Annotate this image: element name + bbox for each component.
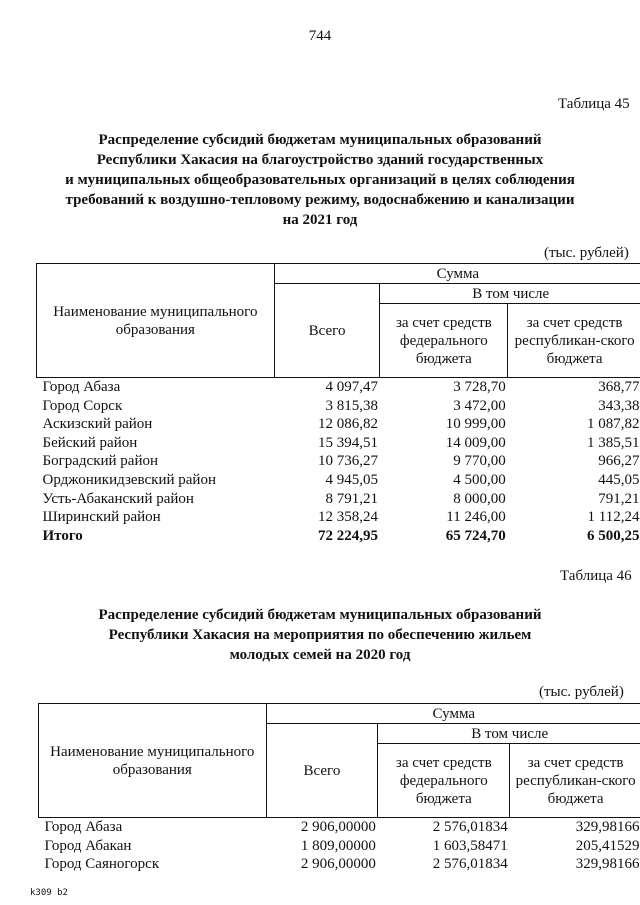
footer-code: k309 b2 xyxy=(30,888,68,898)
table-row: Город Абаза 4 097,47 3 728,70 368,77 xyxy=(42,379,640,395)
table-row: Бейский район 15 394,51 14 009,00 1 385,51 xyxy=(42,434,640,451)
table-45-title: Распределение субсидий бюджетам муниципальных образований Республики Хакасия на благоустройство зданий государственных и муниципальных общеобразовательных организаций в целях соблюдения требований к воздушно-тепловому режиму, водоснабжению и канализации на 2021 год xyxy=(65,132,575,228)
table-row: Орджоникидзевский район 4 945,05 4 500,00 445,05 xyxy=(42,471,640,488)
table-row: Город Абакан 1 809,00000 1 603,58471 205,41529 xyxy=(44,837,640,854)
table-46-title: Распределение субсидий бюджетам муниципальных образований Республики Хакасия на мероприятия по обеспечению жильем молодых семей на 2020 год xyxy=(98,607,542,663)
table-row: Боградский район 10 736,27 9 770,00 966,27 xyxy=(42,453,640,470)
header-republic: за счет средств республикан-ского бюджета xyxy=(508,304,640,378)
header-sum: Сумма xyxy=(266,704,640,724)
table-row: Ширинский район 12 358,24 11 246,00 1 112,24 xyxy=(42,509,640,526)
table-46 xyxy=(38,703,640,874)
table-45 xyxy=(36,263,640,545)
total-row: Итого 72 224,95 65 724,70 6 500,25 xyxy=(42,527,640,544)
header-republic: за счет средств республикан-ского бюджета xyxy=(510,744,640,818)
header-total: Всего xyxy=(274,284,380,378)
header-name: Наименование муниципального образования xyxy=(37,264,275,378)
header-incl: В том числе xyxy=(378,724,640,744)
header-incl: В том числе xyxy=(380,284,640,304)
header-name: Наименование муниципального образования xyxy=(39,704,267,818)
table-row: Город Абаза 2 906,00000 2 576,01834 329,98166 xyxy=(44,819,640,835)
header-total: Всего xyxy=(266,724,378,818)
header-federal: за счет средств федерального бюджета xyxy=(380,304,508,378)
page-number: 744 xyxy=(308,28,332,44)
header-sum: Сумма xyxy=(274,264,640,284)
table-46-body xyxy=(39,818,640,874)
table-row: Усть-Абаканский район 8 791,21 8 000,00 791,21 xyxy=(42,490,640,507)
table-46-unit: (тыс. рублей) xyxy=(539,684,624,700)
table-row: Город Сорск 3 815,38 3 472,00 343,38 xyxy=(42,397,640,414)
table-45-body xyxy=(37,378,640,546)
table-row: Аскизский район 12 086,82 10 999,00 1 087,82 xyxy=(42,416,640,433)
table-46-label: Таблица 46 xyxy=(560,568,632,584)
table-45-unit: (тыс. рублей) xyxy=(544,245,629,261)
table-row: Город Саяногорск 2 906,00000 2 576,01834 329,98166 xyxy=(44,856,640,873)
header-federal: за счет средств федерального бюджета xyxy=(378,744,510,818)
table-45-label: Таблица 45 xyxy=(558,96,630,112)
